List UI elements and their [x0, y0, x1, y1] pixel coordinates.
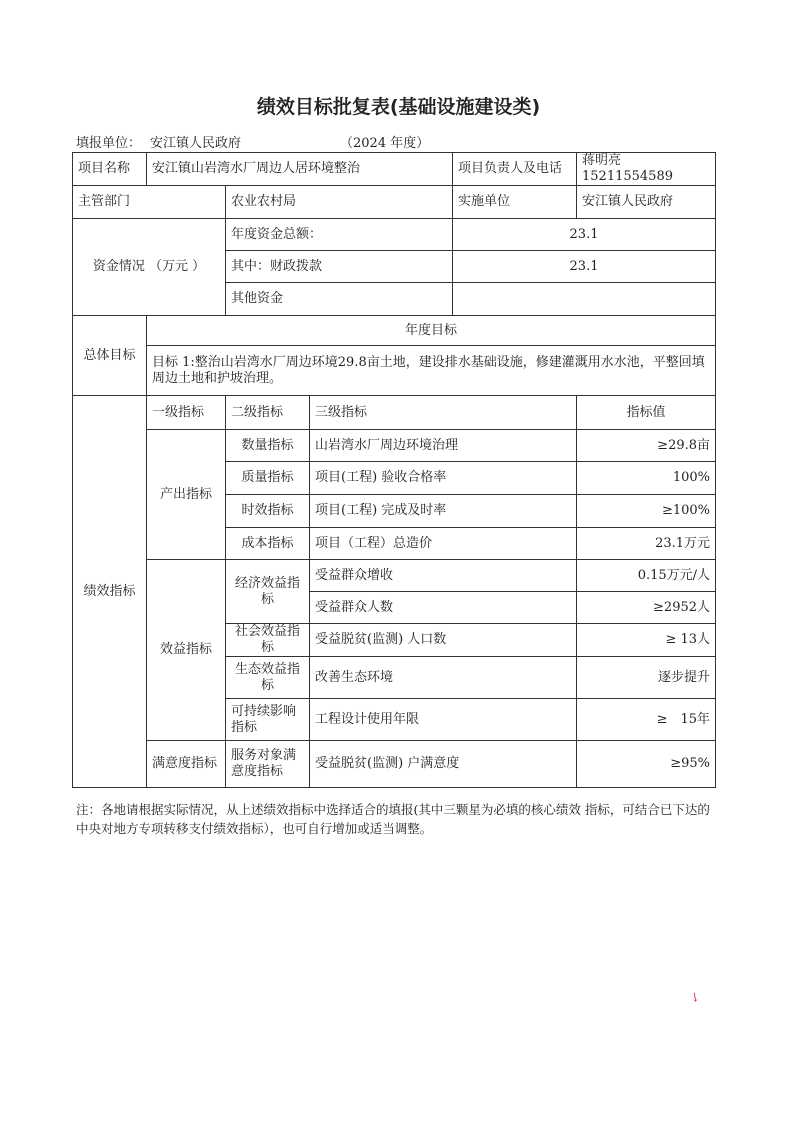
col-level2: 二级指标 [226, 396, 310, 430]
impl-value: 安江镇人民政府 [577, 186, 716, 219]
benefit-indicators-label: 效益指标 [147, 560, 226, 741]
level3-cell: 项目（工程）总造价 [310, 528, 577, 560]
level3-cell: 项目(工程) 验收合格率 [310, 462, 577, 495]
value-cell: 0.15万元/人 [577, 560, 716, 592]
level2-cell: 社会效益指标 [226, 624, 310, 657]
table-row [73, 186, 716, 219]
funding-fiscal: 23.1 [453, 251, 716, 283]
overall-goal-label: 总体目标 [73, 316, 147, 396]
reporting-unit: 安江镇人民政府 [150, 136, 242, 151]
value-cell: ≥2952人 [577, 592, 716, 624]
level3-cell: 受益脱贫(监测) 户满意度 [310, 741, 577, 788]
level2-cell: 可持续影响指标 [226, 699, 310, 741]
level3-cell: 工程设计使用年限 [310, 699, 577, 741]
level2-cell: 质量指标 [226, 462, 310, 495]
level3-cell: 受益群众人数 [310, 592, 577, 624]
report-year: （2024 年度） [340, 136, 430, 151]
level2-cell: 生态效益指标 [226, 657, 310, 699]
level3-cell: 项目(工程) 完成及时率 [310, 495, 577, 528]
col-level1: 一级指标 [147, 396, 226, 430]
table-row [73, 153, 716, 186]
table-row [73, 346, 716, 396]
col-value: 指标值 [577, 396, 716, 430]
level3-cell: 受益脱贫(监测) 人口数 [310, 624, 577, 657]
level2-cell: 经济效益指标 [226, 560, 310, 624]
contact-value: 蒋明亮15211554589 [577, 153, 716, 186]
funding-other-label: 其他资金 [226, 283, 453, 316]
value-cell: ≥ 15年 [577, 699, 716, 741]
value-cell: 100% [577, 462, 716, 495]
dept-label: 主管部门 [73, 186, 226, 219]
funding-total: 23.1 [453, 219, 716, 251]
col-level3: 三级指标 [310, 396, 577, 430]
footnote: 注：各地请根据实际情况，从上述绩效指标中选择适合的填报(其中三颗星为必填的核心绩效 指标，可结合已下达的中央对地方专项转移支付绩效指标），也可自行增加或适当调整。 [76, 802, 710, 836]
level2-cell: 服务对象满意度指标 [226, 741, 310, 788]
dept-value: 农业农村局 [226, 186, 453, 219]
level2-cell: 成本指标 [226, 528, 310, 560]
page-title: 绩效目标批复表(基础设施建设类) [256, 96, 541, 118]
table-row [73, 560, 716, 592]
table-row [73, 219, 716, 251]
funding-total-label: 年度资金总额： [226, 219, 453, 251]
impl-label: 实施单位 [453, 186, 577, 219]
project-name: 安江镇山岩湾水厂周边人居环境整治 [147, 153, 453, 186]
value-cell: ≥95% [577, 741, 716, 788]
level3-cell: 改善生态环境 [310, 657, 577, 699]
table-row [73, 316, 716, 346]
level2-cell: 数量指标 [226, 430, 310, 462]
value-cell: 逐步提升 [577, 657, 716, 699]
level3-cell: 受益群众增收 [310, 560, 577, 592]
table-row [73, 430, 716, 462]
level3-cell: 山岩湾水厂周边环境治理 [310, 430, 577, 462]
annual-goal-text: 目标 1:整治山岩湾水厂周边环境29.8亩土地，建设排水基础设施，修建灌溉用水水池，平整回填周边土地和护坡治理。 [147, 346, 716, 396]
value-cell: ≥29.8亩 [577, 430, 716, 462]
project-name-label: 项目名称 [73, 153, 147, 186]
table-row [73, 741, 716, 788]
contact-label: 项目负责人及电话 [453, 153, 577, 186]
performance-table [72, 152, 716, 788]
reporting-unit-label: 填报单位： [76, 136, 142, 151]
indicators-label: 绩效指标 [73, 396, 147, 788]
level2-cell: 时效指标 [226, 495, 310, 528]
funding-fiscal-label: 其中：财政拨款 [226, 251, 453, 283]
value-cell: 23.1万元 [577, 528, 716, 560]
value-cell: ≥100% [577, 495, 716, 528]
funding-label: 资金情况 （万元 ） [73, 219, 226, 316]
value-cell: ≥ 13人 [577, 624, 716, 657]
output-indicators-label: 产出指标 [147, 430, 226, 560]
annual-goal-header: 年度目标 [147, 316, 716, 346]
table-row [73, 396, 716, 430]
satisfaction-indicators-label: 满意度指标 [147, 741, 226, 788]
pen-mark: ↘ [686, 988, 704, 1006]
funding-other [453, 283, 716, 316]
